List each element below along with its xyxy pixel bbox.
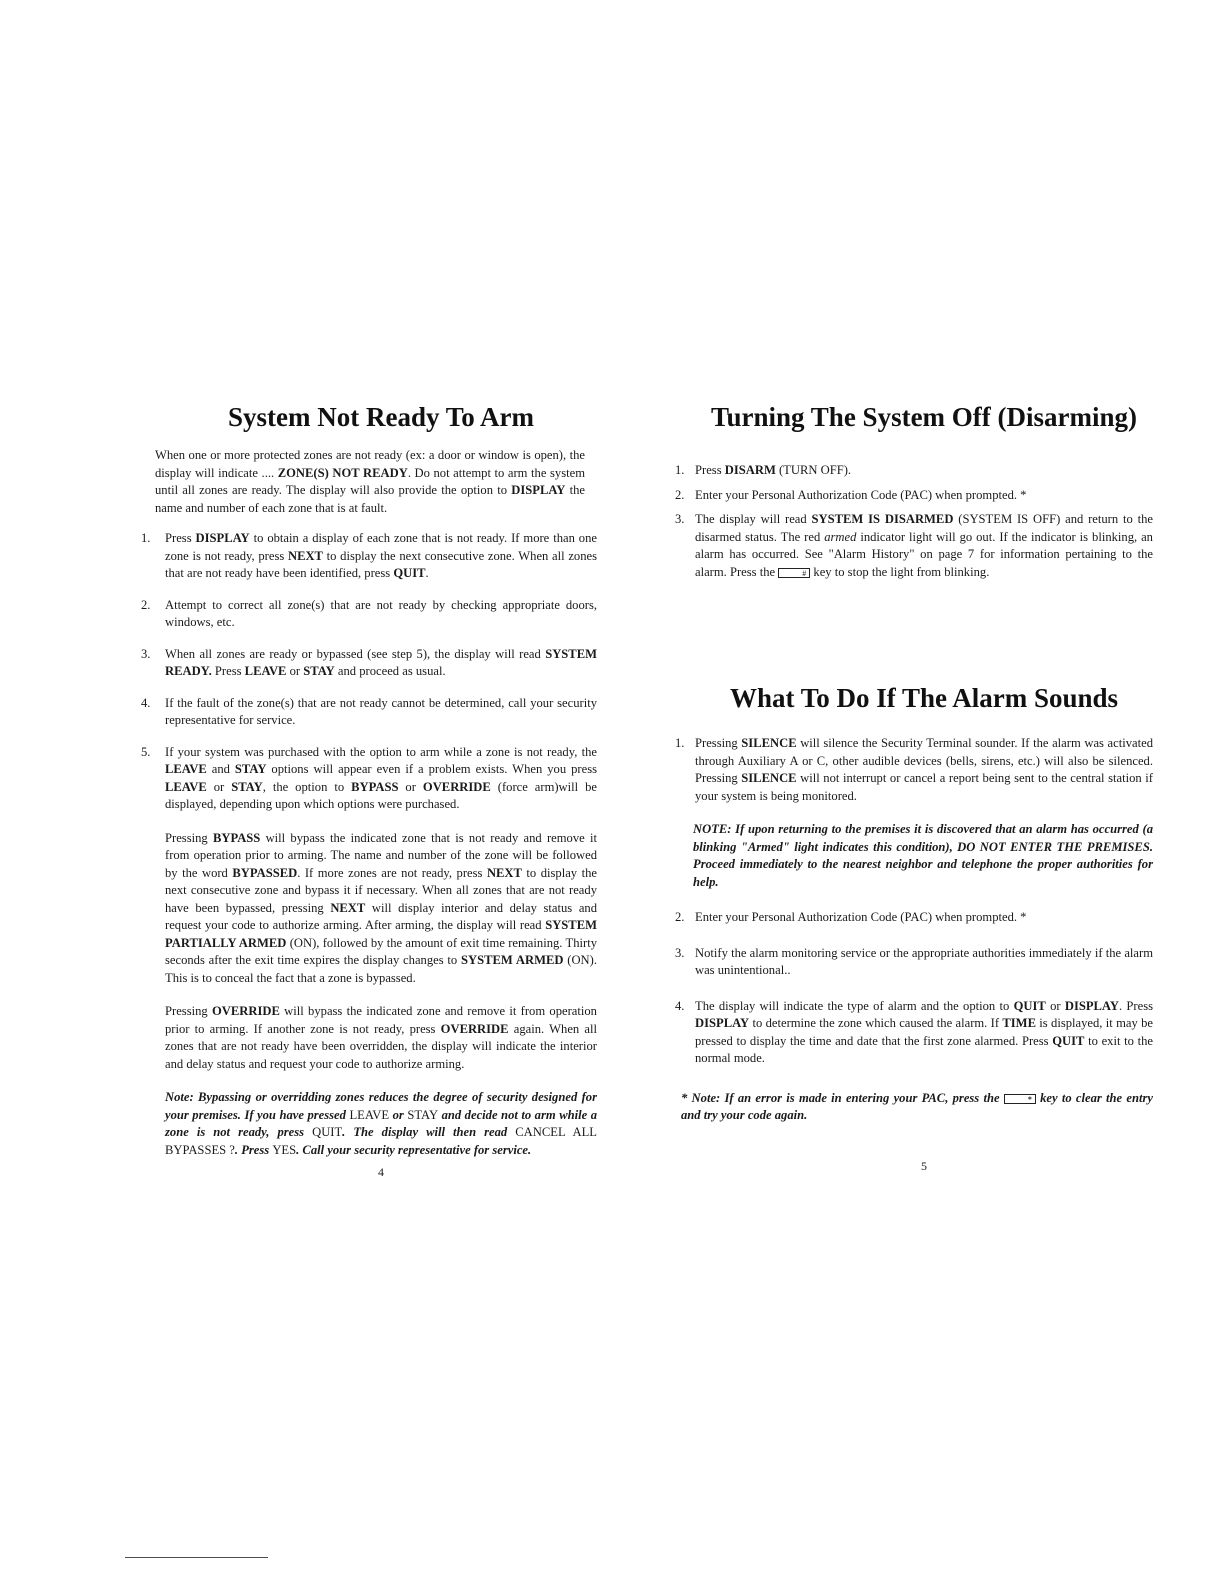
alarm-steps-continued [675,909,1154,1068]
text-run: BYPASS [212,830,261,845]
text-run: DISPLAY [511,483,566,497]
intro-paragraph [155,447,585,517]
text-run: . Call your security representative for service. [296,1142,532,1157]
text-run: LEAVE [244,664,287,678]
text-run: (force arm)will be displayed, depending upon which options were purchased. [165,779,598,811]
text-run: BYPASS [351,779,399,794]
bypass-paragraph [165,830,597,988]
text-run: SYSTEM PARTIALLY ARMED [165,918,597,950]
step-text [165,744,597,814]
text-run: QUIT [393,566,426,580]
text-run: LEAVE [349,1107,390,1122]
text-run: or [206,779,232,794]
text-run: to display the next consecutive zone and bypass it if necessary. When all zones that are not ready have been bypassed, pressing [165,865,597,915]
step-text [165,530,597,583]
override-paragraph [165,1003,597,1073]
text-run: If your system was purchased with the option to arm while a zone is not ready, the [165,744,597,759]
text-run: SILENCE [741,736,797,750]
list-item [675,945,1153,980]
left-page [141,400,598,1180]
pac-footnote [681,1090,1153,1125]
list-item [141,530,598,583]
text-run: DISPLAY [695,1016,750,1030]
disarm-steps [675,462,1153,581]
text-run: * Note: If an error is made in entering your PAC, press the [681,1090,1004,1105]
list-item [675,462,1153,480]
text-run: STAY [234,762,267,776]
page-number: 4 [378,1165,384,1179]
text-run: NEXT [287,548,323,563]
text-run: NEXT [486,865,522,880]
text-run: YES [272,1142,297,1157]
text-run: Pressing [165,1004,212,1018]
text-run: . [425,566,429,580]
step-text [695,487,1153,505]
list-item [141,744,598,814]
text-run: The display will indicate the type of alarm and the option to [695,998,1014,1013]
text-run: BYPASSED [232,865,298,880]
alarm-steps [675,735,1153,805]
text-run: or [1045,998,1065,1013]
text-run: QUIT [1052,1033,1085,1048]
text-run: When all zones are ready or bypassed (see step 5), the display will read [165,646,546,661]
text-run: DISARM [724,463,776,477]
text-run: . Press [234,1142,273,1157]
list-item [141,597,597,632]
page-title-alarm: What To Do If The Alarm Sounds [729,683,1119,713]
step-text [165,695,597,730]
text-run: Notify the alarm monitoring service or the appropriate authorities immediately if the alarm was unintentional.. [695,945,1153,977]
text-run: Press [165,531,196,545]
text-run: OVERRIDE [422,779,491,794]
step-number: 3. [675,512,685,526]
text-run: to exit to the normal mode. [695,1033,1153,1065]
step-text [695,909,1153,927]
step-number: 1. [675,463,685,477]
text-run: ZONE(S) NOT READY [277,465,408,480]
footer-rule [125,1557,268,1558]
text-run: SILENCE [741,771,797,785]
text-run: indicator light will go out. If the indicator is blinking, an alarm has occurred. See "Alarm History" on page 7 for information pertaining to the alarm. Press the [695,529,1153,579]
text-run: Note: Bypassing or overridding zones reduces the degree of security designed for your premises. If you have pressed [165,1090,597,1122]
step-number: 4. [675,998,685,1013]
text-run: (TURN OFF). [775,463,852,477]
keypad-key-icon: * [1004,1094,1036,1104]
text-run: and [206,762,235,776]
step-number: 2. [675,910,685,924]
step-text [695,462,1153,480]
text-run: CANCEL ALL BYPASSES ? [165,1125,597,1157]
text-run: . Press [1118,998,1154,1013]
text-run: The display will read [695,512,812,526]
step-text [695,735,1153,805]
text-run: will display interior and delay status and request your code to authorize arming. After arming, the display will read [165,900,597,932]
text-run: again. When all zones that are not ready have been overridden, the display will indicate the interior and delay status and request your code to authorize arming. [165,1021,598,1071]
text-run: . The display will then read [342,1125,516,1139]
text-run: DISPLAY [195,531,250,545]
step-number: 3. [141,646,151,661]
list-item [675,487,1153,505]
text-run: and proceed as usual. [334,664,446,678]
text-run: STAY [303,664,335,678]
not-ready-steps [141,530,598,814]
text-run: (SYSTEM IS OFF) and return to the disarmed status. The red [695,512,1153,544]
text-run: LEAVE [165,762,207,776]
text-run: key to clear the entry and try your code again. [681,1090,1153,1122]
text-run: QUIT [312,1125,343,1139]
step-number: 2. [675,487,685,502]
text-run: When one or more protected zones are not ready (ex: a door or window is open), the display will indicate .... [155,448,585,480]
step-number: 1. [141,531,151,545]
text-run: If the fault of the zone(s) that are not ready cannot be determined, call your security representative for service. [165,695,597,727]
page-number: 5 [921,1158,927,1173]
list-item [675,998,1154,1068]
text-run: , the option to [262,779,352,794]
text-run: SYSTEM READY. [165,646,597,678]
list-item [675,909,1153,927]
text-run: to determine the zone which caused the alarm. If [749,1016,1003,1030]
text-run: will silence the Security Terminal sounder. If the alarm was activated through Auxiliary A or C, other audible devices (bells, sirens, etc.) will also be silenced. Pressing [695,736,1153,785]
keypad-key-icon: # [778,568,810,578]
text-run: will bypass the indicated zone that is not ready and remove it from operation prior to arming. The name and number of the zone will be followed by the word [165,830,597,880]
step-number: 1. [675,736,685,750]
step-number: 3. [675,945,685,960]
alarm-note: NOTE: If upon returning to the premises it is discovered that an alarm has occurred (a blinking "Armed" light indicates this condition), DO NOT ENTER THE PREMISES. Proceed immediately to the nearest neighbor and telephone the proper authorities for help. [693,822,1153,889]
step-number: 4. [141,695,151,710]
step-number: 5. [141,744,151,759]
text-run: and decide not to arm while a zone is not ready, press [165,1107,597,1139]
list-item [141,695,597,730]
text-run: . Do not attempt to arm the system until all zones are ready. The display will also provide the option to [155,465,585,497]
step-text [165,597,597,632]
step-text [695,511,1153,581]
step-text [165,646,597,681]
text-run: . If more zones are not ready, press [297,865,487,880]
text-run: STAY [231,779,263,794]
text-run: or [389,1107,408,1122]
step-text [695,945,1153,980]
step-number: 2. [141,597,151,612]
text-run: OVERRIDE [211,1004,280,1018]
text-run: (ON), followed by the amount of exit time remaining. Thirty seconds after the exit time expires the display changes to [165,935,597,967]
text-run: QUIT [1013,998,1046,1013]
text-run: or [398,779,423,794]
text-run: to obtain a display of each zone that is not ready. If more than one zone is not ready, press [165,531,597,563]
text-run: NEXT [330,900,366,915]
text-run: the name and number of each zone that is at fault. [155,483,585,515]
text-run: Pressing [165,830,213,845]
text-run: TIME [1002,1016,1036,1030]
list-item [141,646,597,681]
text-run: Pressing [695,736,742,750]
text-run: Attempt to correct all zone(s) that are not ready by checking appropriate doors, windows, etc. [165,597,597,629]
text-run: armed [824,529,857,544]
text-run: Enter your Personal Authorization Code (PAC) when prompted. * [695,487,1027,502]
text-run: Enter your Personal Authorization Code (PAC) when prompted. * [695,910,1027,924]
text-run: Press [211,664,245,678]
text-run: or [286,664,304,678]
text-run: (ON). This is to conceal the fact that a zone is bypassed. [165,953,597,985]
bypass-note [165,1089,597,1159]
text-run: OVERRIDE [440,1021,509,1036]
text-run: options will appear even if a problem exists. When you press [266,762,597,776]
text-run: SYSTEM ARMED [461,953,564,967]
text-run: Press [695,463,725,477]
text-run: to display the next consecutive zone. When all zones that are not ready have been identified, press [165,548,598,580]
text-run: SYSTEM IS DISARMED [811,512,954,526]
text-run: DISPLAY [1064,998,1119,1013]
text-run: is displayed, it may be pressed to display the time and date that the first zone alarmed. Press [695,1016,1153,1048]
page-title-disarming: Turning The System Off (Disarming) [710,402,1138,432]
text-run: key to stop the light from blinking. [810,564,990,579]
list-item [675,511,1153,581]
step-text [695,998,1153,1068]
text-run: will bypass the indicated zone and remove it from operation prior to arming. If another zone is not ready, press [165,1004,597,1036]
right-page [675,400,1154,1174]
list-item [675,735,1153,805]
text-run: STAY [407,1107,439,1122]
text-run: will not interrupt or cancel a report being sent to the central station if your system is being monitored. [695,771,1153,803]
page-title-not-ready: System Not Ready To Arm [227,402,534,432]
text-run: LEAVE [165,779,207,794]
